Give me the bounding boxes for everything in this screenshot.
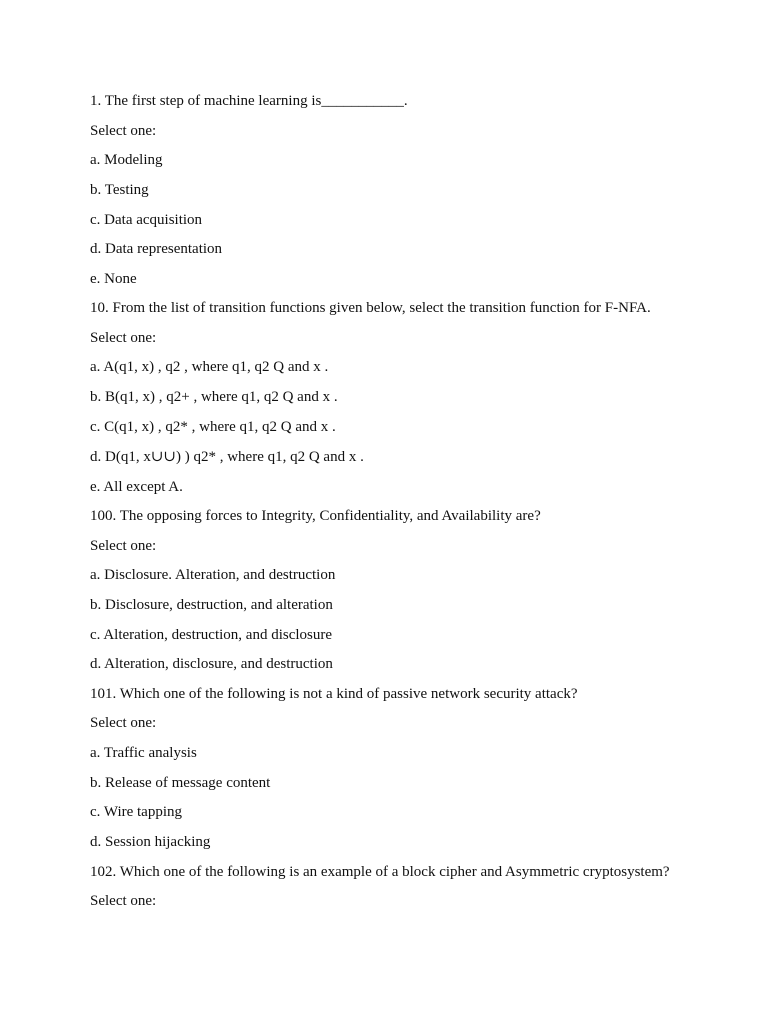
question-100-option-d: d. Alteration, disclosure, and destruction [90,656,333,672]
question-1-text: 1. The first step of machine learning is___________. [90,93,408,109]
question-1-option-d: d. Data representation [90,241,223,257]
question-101-select-prompt: Select one: [90,715,157,731]
question-102-text: 102. Which one of the following is an example of a block cipher and Asymmetric cryptosystem? [90,864,670,880]
question-100-option-c: c. Alteration, destruction, and disclosure [90,627,333,643]
question-101-option-b: b. Release of message content [90,775,271,791]
question-10-select-prompt: Select one: [90,330,157,346]
question-100-text: 100. The opposing forces to Integrity, Confidentiality, and Availability are? [90,508,541,524]
question-101-text: 101. Which one of the following is not a kind of passive network security attack? [90,686,578,702]
question-10-text: 10. From the list of transition functions given below, select the transition function for F-NFA. [90,300,651,316]
question-10-option-e: e. All except A. [90,479,183,495]
question-1-option-c: c. Data acquisition [90,212,203,228]
question-10-option-a: a. A(q1, x) , q2 , where q1, q2 Q and x . [90,359,329,375]
question-100-select-prompt: Select one: [90,538,157,554]
question-1-option-b: b. Testing [90,182,149,198]
question-101-option-c: c. Wire tapping [90,804,183,820]
question-1-option-e: e. None [90,271,137,287]
question-1-option-a: a. Modeling [90,152,163,168]
question-1-select-prompt: Select one: [90,123,157,139]
question-10-option-d: d. D(q1, x∪∪) ) q2* , where q1, q2 Q and x . [90,449,364,465]
question-10-option-b: b. B(q1, x) , q2+ , where q1, q2 Q and x . [90,389,338,405]
question-100-option-a: a. Disclosure. Alteration, and destruction [90,567,336,583]
question-102-select-prompt: Select one: [90,893,157,909]
question-101-option-a: a. Traffic analysis [90,745,197,761]
question-10-option-c: c. C(q1, x) , q2* , where q1, q2 Q and x . [90,419,336,435]
question-101-option-d: d. Session hijacking [90,834,211,850]
question-100-option-b: b. Disclosure, destruction, and alteration [90,597,333,613]
